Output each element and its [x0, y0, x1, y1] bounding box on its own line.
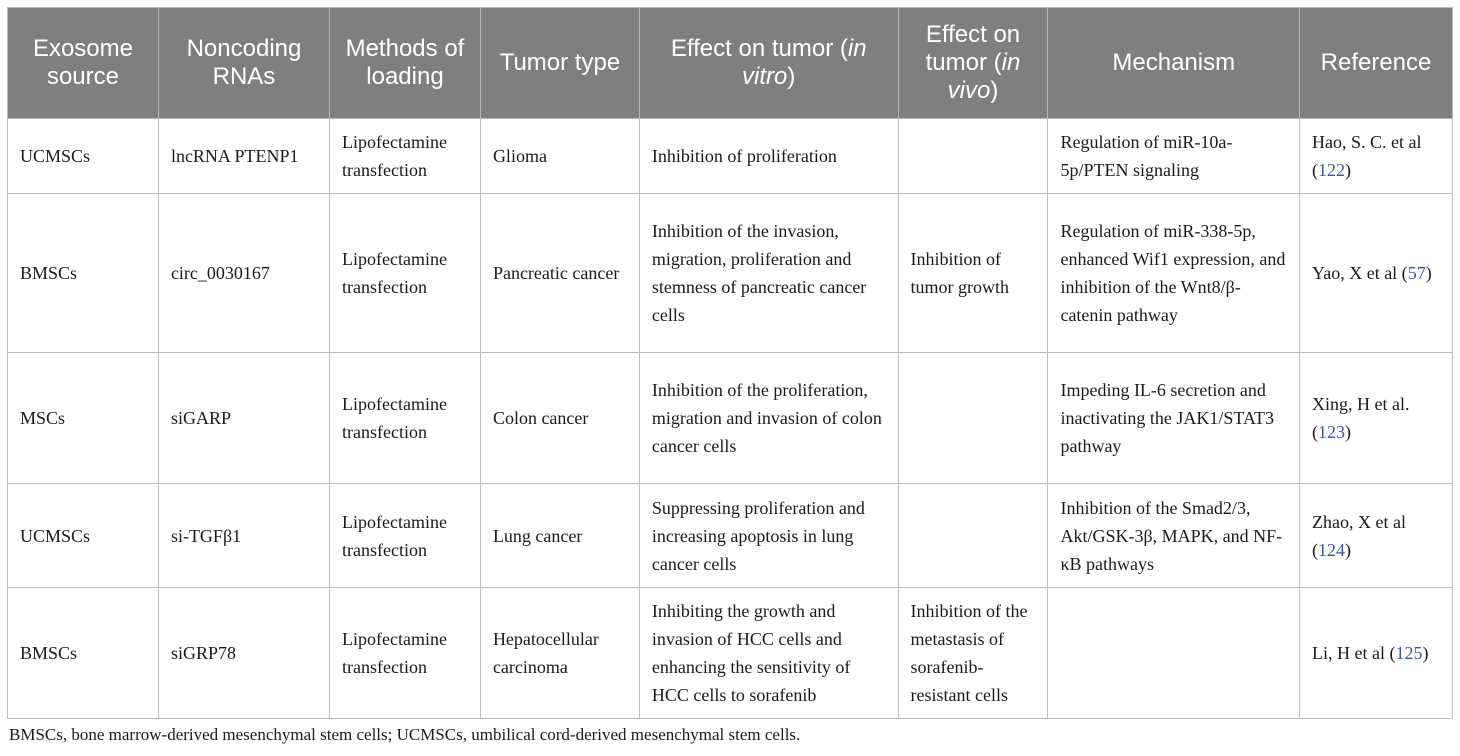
cell-effect-in-vivo: Inhibition of tumor growth: [898, 194, 1048, 353]
cell-tumor-type: Colon cancer: [480, 353, 639, 484]
cell-effect-in-vitro: Inhibition of the proliferation, migration and invasion of colon cancer cells: [639, 353, 898, 484]
cell-noncoding-rna: siGARP: [158, 353, 329, 484]
cell-tumor-type: Hepatocellular carcinoma: [480, 588, 639, 719]
cell-tumor-type: Lung cancer: [480, 484, 639, 588]
cell-reference: Li, H et al (125): [1300, 588, 1453, 719]
header-effect-in-vitro: Effect on tumor (in vitro): [639, 8, 898, 119]
cell-exosome-source: MSCs: [8, 353, 159, 484]
cell-effect-in-vitro: Inhibiting the growth and invasion of HCC cells and enhancing the sensitivity of HCC cells to sorafenib: [639, 588, 898, 719]
header-noncoding-rnas: Noncoding RNAs: [158, 8, 329, 119]
cell-effect-in-vitro: Suppressing proliferation and increasing apoptosis in lung cancer cells: [639, 484, 898, 588]
cell-mechanism: [1048, 588, 1300, 719]
cell-method: Lipofectamine transfection: [330, 588, 481, 719]
cell-effect-in-vivo: [898, 484, 1048, 588]
table-row: [8, 353, 1453, 484]
cell-reference: Yao, X et al (57): [1300, 194, 1453, 353]
header-effect-in-vivo: Effect on tumor (in vivo): [898, 8, 1048, 119]
reference-link[interactable]: 57: [1407, 263, 1426, 283]
table-footnote: BMSCs, bone marrow-derived mesenchymal stem cells; UCMSCs, umbilical cord-derived mesenchymal stem cells.: [9, 725, 801, 744]
cell-method: Lipofectamine transfection: [330, 194, 481, 353]
cell-noncoding-rna: siGRP78: [158, 588, 329, 719]
cell-exosome-source: UCMSCs: [8, 484, 159, 588]
cell-reference: Hao, S. C. et al (122): [1300, 119, 1453, 194]
cell-tumor-type: Glioma: [480, 119, 639, 194]
cell-effect-in-vivo: Inhibition of the metastasis of sorafenib-resistant cells: [898, 588, 1048, 719]
data-table: [7, 7, 1453, 719]
cell-mechanism: Regulation of miR-10a-5p/PTEN signaling: [1048, 119, 1300, 194]
cell-noncoding-rna: lncRNA PTENP1: [158, 119, 329, 194]
cell-effect-in-vitro: Inhibition of the invasion, migration, proliferation and stemness of pancreatic cancer cells: [639, 194, 898, 353]
header-exosome-source: Exosome source: [8, 8, 159, 119]
table-container: [7, 7, 1453, 745]
reference-link[interactable]: 122: [1318, 160, 1346, 180]
cell-reference: Xing, H et al. (123): [1300, 353, 1453, 484]
cell-exosome-source: BMSCs: [8, 194, 159, 353]
cell-mechanism: Impeding IL-6 secretion and inactivating the JAK1/STAT3 pathway: [1048, 353, 1300, 484]
cell-reference: Zhao, X et al (124): [1300, 484, 1453, 588]
header-methods-of-loading: Methods of loading: [330, 8, 481, 119]
cell-method: Lipofectamine transfection: [330, 119, 481, 194]
cell-mechanism: Regulation of miR-338-5p, enhanced Wif1 expression, and inhibition of the Wnt8/β-catenin pathway: [1048, 194, 1300, 353]
cell-effect-in-vivo: [898, 119, 1048, 194]
reference-link[interactable]: 124: [1318, 539, 1346, 560]
table-row: [8, 194, 1453, 353]
table-row: [8, 119, 1453, 194]
cell-effect-in-vitro: Inhibition of proliferation: [639, 119, 898, 194]
cell-effect-in-vivo: [898, 353, 1048, 484]
table-row: [8, 588, 1453, 719]
header-tumor-type: Tumor type: [480, 8, 639, 119]
reference-link[interactable]: 123: [1318, 422, 1346, 442]
cell-tumor-type: Pancreatic cancer: [480, 194, 639, 353]
cell-method: Lipofectamine transfection: [330, 353, 481, 484]
table-row: [8, 484, 1453, 588]
cell-mechanism: Inhibition of the Smad2/3, Akt/GSK-3β, MAPK, and NF-κB pathways: [1048, 484, 1300, 588]
cell-method: Lipofectamine transfection: [330, 484, 481, 588]
cell-exosome-source: BMSCs: [8, 588, 159, 719]
header-mechanism: Mechanism: [1048, 8, 1300, 119]
reference-link[interactable]: 125: [1395, 643, 1423, 663]
cell-exosome-source: UCMSCs: [8, 119, 159, 194]
header-reference: Reference: [1300, 8, 1453, 119]
cell-noncoding-rna: si-TGFβ1: [158, 484, 329, 588]
cell-noncoding-rna: circ_0030167: [158, 194, 329, 353]
header-row: [8, 8, 1453, 119]
